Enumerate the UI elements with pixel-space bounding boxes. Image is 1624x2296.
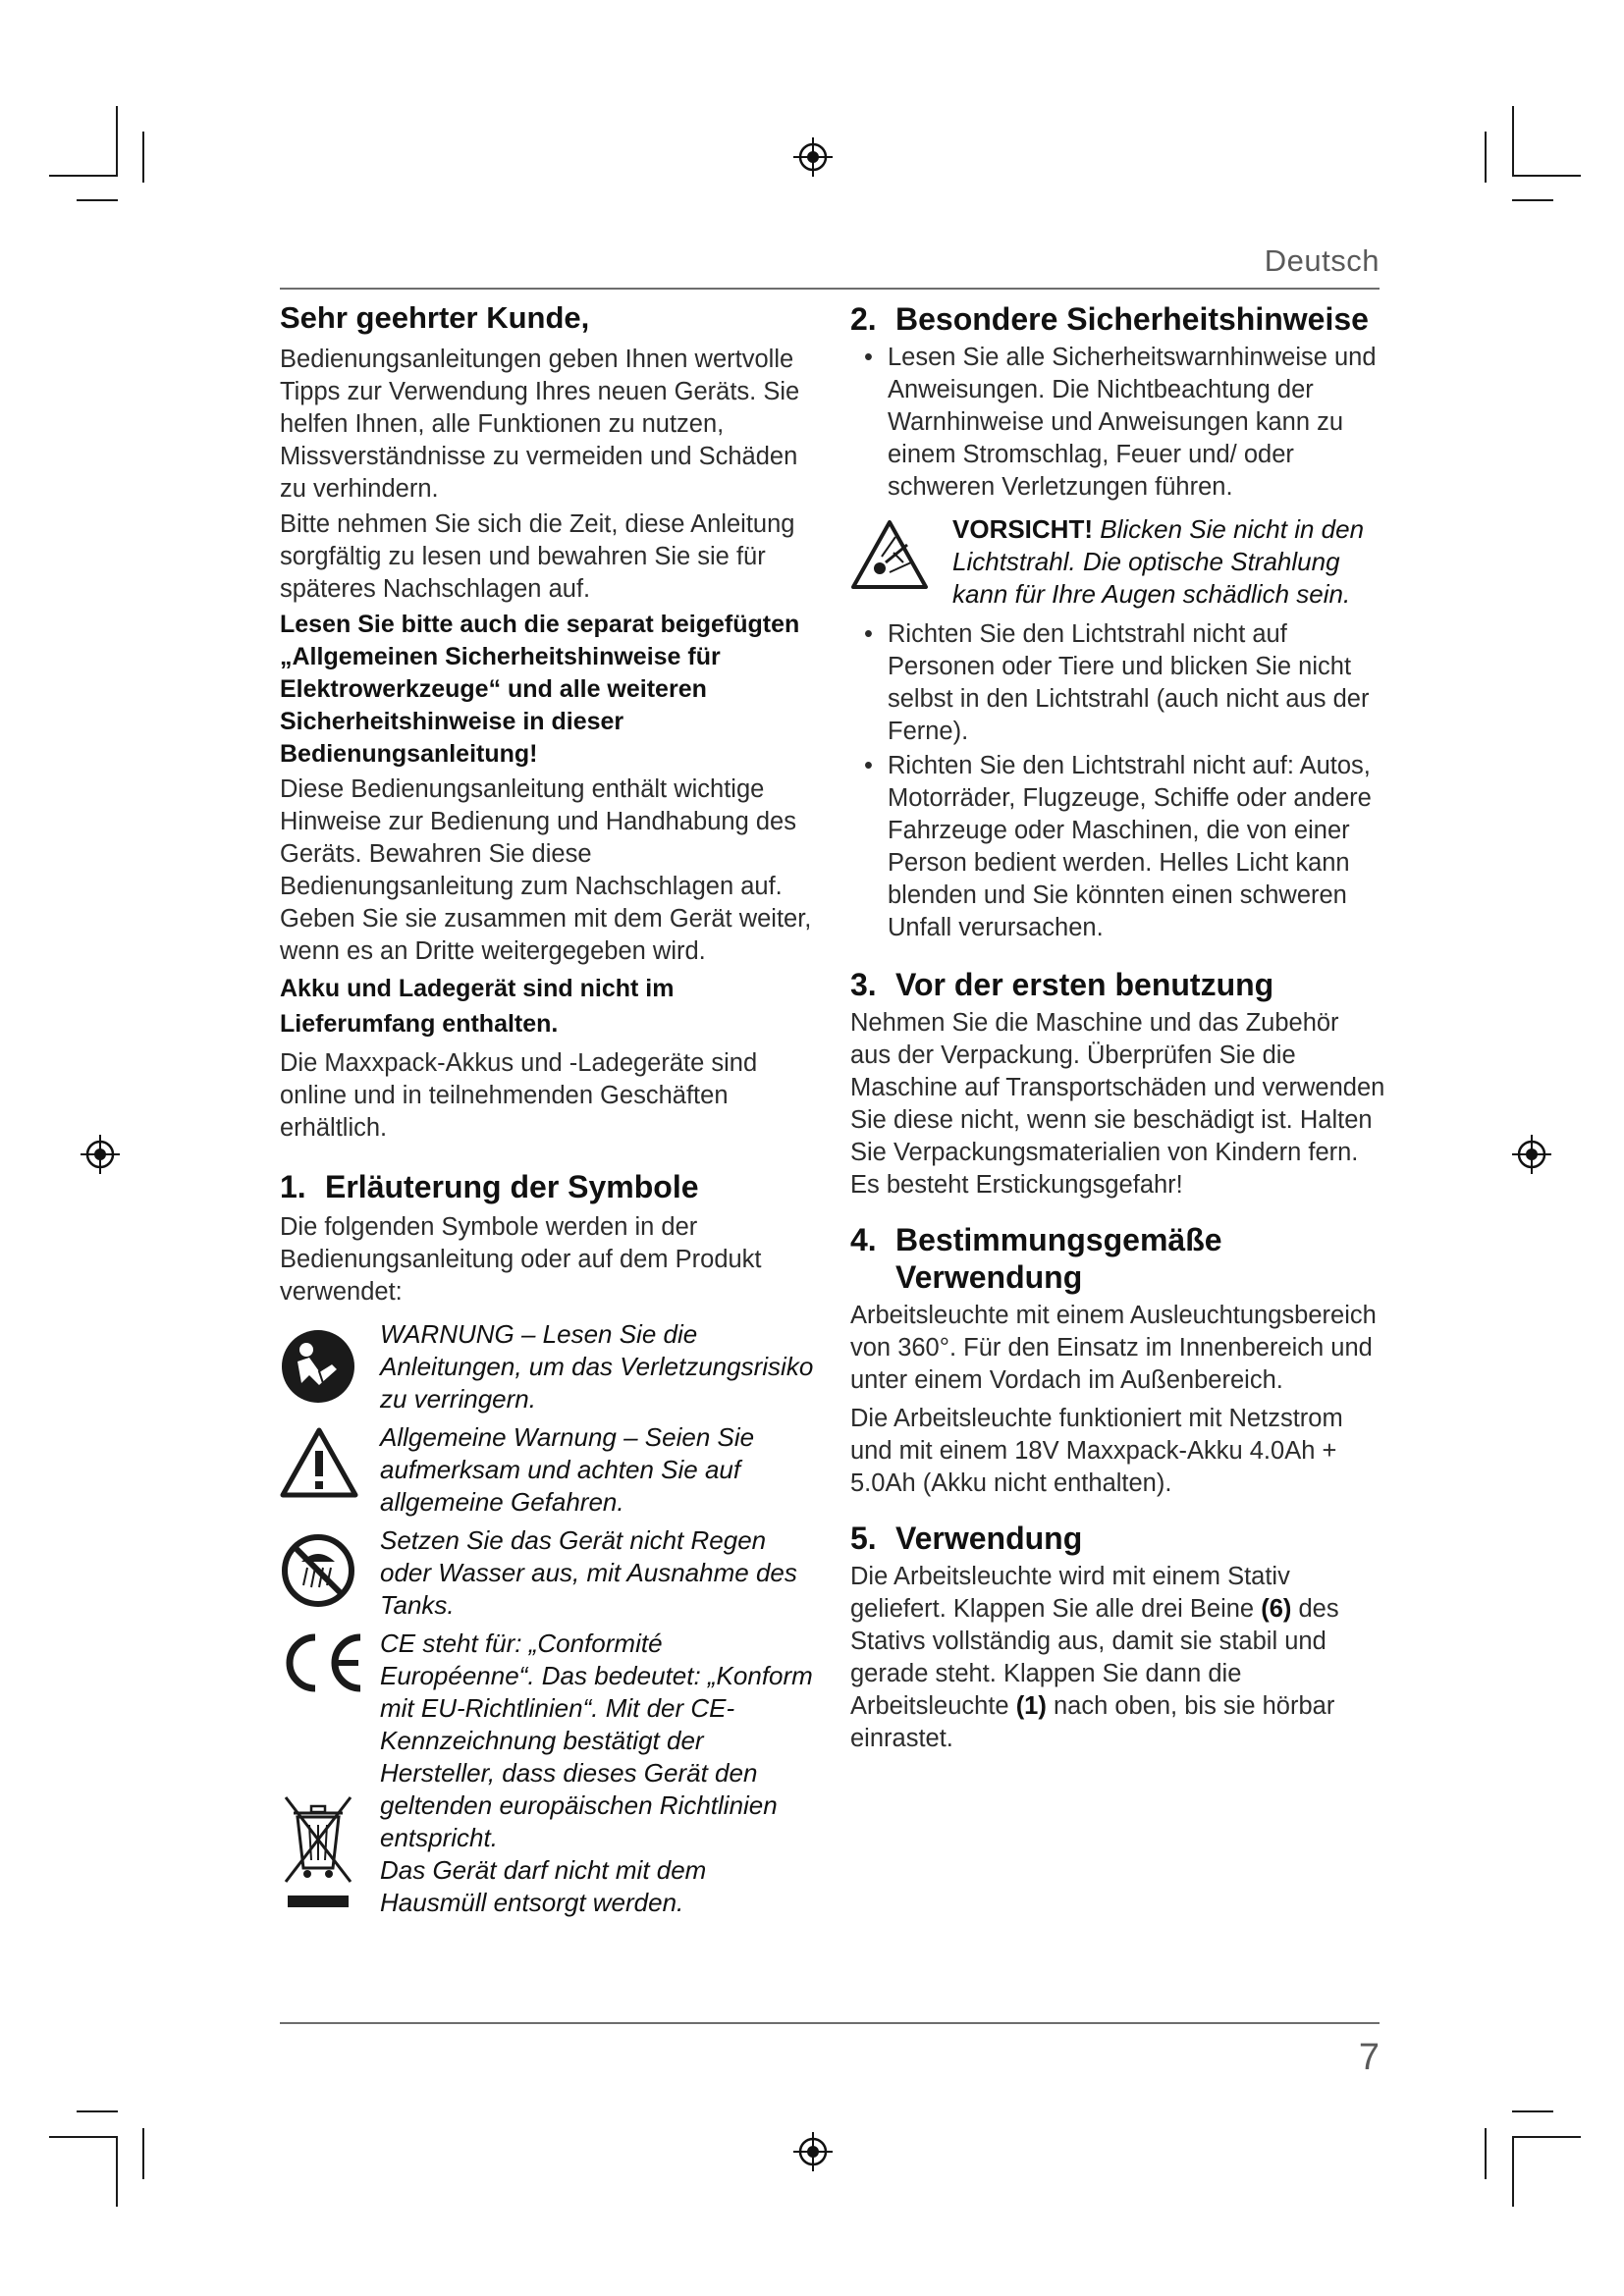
- symbol-entry: [280, 1318, 815, 1415]
- symbol-entry: [280, 1421, 815, 1519]
- section-text: Arbeitsleuchte mit einem Ausleuchtungsbereich von 360°. Für den Einsatz im Innenbereich und unter einem Vordach im Außenbereich.: [850, 1302, 1377, 1394]
- section-heading: [280, 1168, 815, 1205]
- crop-mark: [1512, 2136, 1581, 2138]
- section-title: Erläuterung der Symbole: [325, 1169, 699, 1204]
- greeting-heading: Sehr geehrter Kunde,: [280, 300, 590, 335]
- bullet-text: Lesen Sie alle Sicherheitswarnhinweise und Anweisungen. Die Nichtbeachtung der Warnhinweise und Anweisungen kann zu einem Stromschlag, Feuer und/ oder schweren Verletzungen führen.: [888, 344, 1377, 501]
- bullet-item: • Richten Sie den Lichtstrahl nicht auf: Autos, Motorräder, Flugzeuge, Schiffe oder andere Fahrzeuge oder Maschinen, die von einer Person bedient werden. Helles Licht kann blenden und Sie könnten einen schweren Unfall verursachen.: [850, 750, 1385, 944]
- caution-text: Blicken Sie nicht in den Lichtstrahl. Die optische Strahlung kann für Ihre Augen schädlich sein.: [952, 514, 1365, 609]
- section-number: 1.: [280, 1169, 306, 1204]
- right-column: [850, 300, 1385, 1755]
- read-manual-icon: [280, 1328, 356, 1405]
- section-title: Besondere Sicherheitshinweise: [895, 301, 1369, 337]
- registration-mark-icon: [81, 1135, 120, 1174]
- bullet-item: • Richten Sie den Lichtstrahl nicht auf Personen oder Tiere und blicken Sie nicht selbst in den Lichtstrahl (auch nicht aus der Ferne).: [850, 618, 1385, 748]
- section-heading: [850, 300, 1385, 338]
- crop-mark: [1512, 2136, 1514, 2207]
- crop-mark: [77, 2110, 118, 2112]
- section-heading: [850, 1221, 1385, 1296]
- symbol-text: Das Gerät darf nicht mit dem Hausmüll entsorgt werden.: [380, 1855, 707, 1917]
- crop-mark: [1512, 199, 1553, 201]
- section-text: Die Arbeitsleuchte wird mit einem Stativ geliefert. Klappen Sie alle drei Beine (6) des Stativs vollständig aus, damit sie stabil und gerade steht. Klappen Sie dann die Arbeitsleuchte (1) nach oben, bis sie hörbar einrastet.: [850, 1563, 1339, 1752]
- crop-mark: [1485, 132, 1487, 183]
- section-text: Die folgenden Symbole werden in der Bedienungsanleitung oder auf dem Produkt verwendet:: [280, 1213, 762, 1306]
- registration-mark-icon: [793, 137, 833, 177]
- caution-box: [850, 513, 1385, 611]
- section-number: 3.: [850, 967, 877, 1002]
- crop-mark: [142, 2128, 144, 2179]
- section-heading: [850, 966, 1385, 1003]
- crop-mark: [49, 2136, 118, 2138]
- language-label: Deutsch: [1264, 243, 1380, 278]
- symbol-text: Setzen Sie das Gerät nicht Regen oder Wasser aus, mit Ausnahme des Tanks.: [380, 1525, 797, 1620]
- symbol-text: Allgemeine Warnung – Seien Sie aufmerksam und achten Sie auf allgemeine Gefahren.: [380, 1422, 755, 1517]
- symbol-entry: [280, 1524, 815, 1622]
- bullet-text: Richten Sie den Lichtstrahl nicht auf: Autos, Motorräder, Flugzeuge, Schiffe oder andere Fahrzeuge oder Maschinen, die von einer Person bedient werden. Helles Licht kann blenden und Sie könnten einen schweren Unfall verursachen.: [888, 752, 1372, 941]
- footer-rule: [280, 2022, 1380, 2024]
- section-title: Bestimmungsgemäße Verwendung: [895, 1222, 1222, 1295]
- section-text: Nehmen Sie die Maschine und das Zubehör aus der Verpackung. Überprüfen Sie die Maschine auf Transportschäden und verwenden Sie diese nicht, wenn sie beschädigt ist. Halten Sie Verpackungsmaterialien von Kindern fern. Es besteht Erstickungsgefahr!: [850, 1009, 1385, 1199]
- ce-mark-icon: [280, 1631, 366, 1694]
- crop-mark: [1485, 2128, 1487, 2179]
- section-number: 4.: [850, 1222, 877, 1257]
- symbol-text: CE steht für: „Conformité Européenne“. Das bedeutet: „Konform mit EU-Richtlinien“. Mit der CE-Kennzeichnung bestätigt der Hersteller, dass dieses Gerät den geltenden europäischen Richtlinien entspricht.: [380, 1629, 813, 1852]
- caution-label: VORSICHT!: [952, 514, 1093, 544]
- safety-notice: Lesen Sie bitte auch die separat beigefügten „Allgemeinen Sicherheitshinweise für Elektrowerkzeuge“ und alle weiteren Sicherheitshinweise in dieser Bedienungsanleitung!: [280, 611, 800, 768]
- section-title: Verwendung: [895, 1521, 1083, 1556]
- crop-mark: [142, 132, 144, 183]
- bullet-item: • Lesen Sie alle Sicherheitswarnhinweise und Anweisungen. Die Nichtbeachtung der Warnhinweise und Anweisungen kann zu einem Stromschlag, Feuer und/ oder schweren Verletzungen führen.: [850, 342, 1385, 504]
- no-rain-icon: [280, 1532, 356, 1609]
- section-number: 5.: [850, 1521, 877, 1556]
- registration-mark-icon: [1512, 1135, 1551, 1174]
- general-warning-icon: [280, 1427, 358, 1498]
- left-column: [280, 300, 815, 1919]
- optical-radiation-warning-icon: [850, 519, 929, 590]
- battery-paragraph: Die Maxxpack-Akkus und -Ladegeräte sind online und in teilnehmenden Geschäften erhältlich.: [280, 1049, 758, 1142]
- crop-mark: [1512, 106, 1514, 177]
- section-heading: [850, 1520, 1385, 1557]
- symbol-text: WARNUNG – Lesen Sie die Anleitungen, um das Verletzungsrisiko zu verringern.: [380, 1319, 814, 1414]
- intro-paragraph: Bitte nehmen Sie sich die Zeit, diese Anleitung sorgfältig zu lesen und bewahren Sie sie für späteres Nachschlagen auf.: [280, 510, 795, 603]
- crop-mark: [116, 106, 118, 177]
- weee-bin-icon: [280, 1793, 356, 1911]
- battery-notice: Akku und Ladegerät sind nicht im Lieferumfang enthalten.: [280, 975, 675, 1038]
- section-title: Vor der ersten benutzung: [895, 967, 1274, 1002]
- registration-mark-icon: [793, 2132, 833, 2171]
- page-number: 7: [1358, 2037, 1380, 2078]
- crop-mark: [1512, 2110, 1553, 2112]
- intro-paragraph: Bedienungsanleitungen geben Ihnen wertvolle Tipps zur Verwendung Ihres neuen Geräts. Sie helfen Ihnen, alle Funktionen zu nutzen, Missverständnisse zu vermeiden und Schäden zu verhindern.: [280, 346, 800, 503]
- crop-mark: [116, 2136, 118, 2207]
- crop-mark: [49, 175, 118, 177]
- crop-mark: [1512, 175, 1581, 177]
- bullet-text: Richten Sie den Lichtstrahl nicht auf Personen oder Tiere und blicken Sie nicht selbst in den Lichtstrahl (auch nicht aus der Ferne).: [888, 620, 1370, 745]
- section-number: 2.: [850, 301, 877, 337]
- crop-mark: [77, 199, 118, 201]
- part-reference: (6): [1261, 1595, 1292, 1623]
- section-text: Die Arbeitsleuchte funktioniert mit Netzstrom und mit einem 18V Maxxpack-Akku 4.0Ah + 5.0Ah (Akku nicht enthalten).: [850, 1405, 1343, 1497]
- intro-paragraph: Diese Bedienungsanleitung enthält wichtige Hinweise zur Bedienung und Handhabung des Geräts. Bewahren Sie diese Bedienungsanleitung zum Nachschlagen auf. Geben Sie sie zusammen mit dem Gerät weiter, wenn es an Dritte weitergegeben wird.: [280, 775, 812, 965]
- header-rule: [280, 288, 1380, 290]
- part-reference: (1): [1015, 1692, 1047, 1720]
